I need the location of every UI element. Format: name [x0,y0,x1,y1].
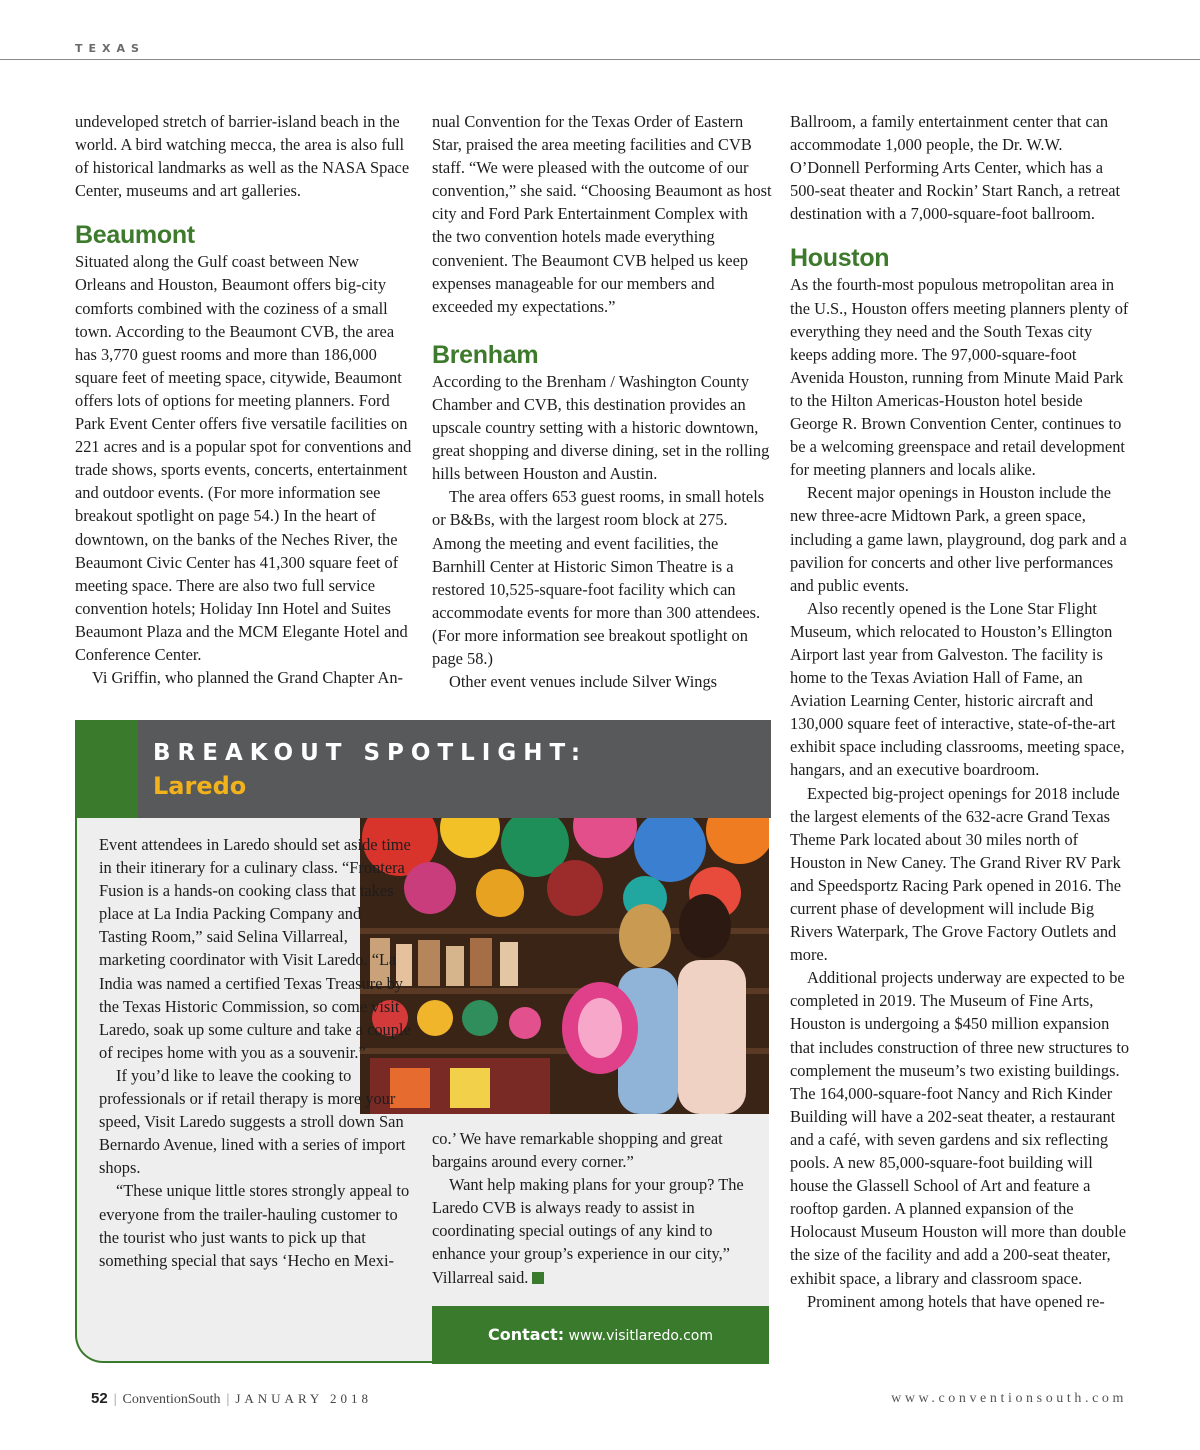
heading-houston: Houston [790,244,890,273]
footer-left [91,1390,372,1408]
contact-bar [432,1306,769,1364]
paragraph: undeveloped stretch of barrier-island beach in the world. A bird watching mecca, the area is also full of historical landmarks as well as the NASA Space Center, museums and art galleries. [75,112,410,201]
breakout-city: Laredo [153,772,247,800]
paragraph: Prominent among hotels that have opened re- [807,1291,1105,1311]
breakout-accent-block [75,720,138,818]
paragraph: co.’ We have remarkable shopping and great bargains around every corner.” [432,1129,723,1172]
breakout-title: BREAKOUT SPOTLIGHT: [153,740,588,766]
column-2 [432,110,772,693]
paragraph: Ballroom, a family entertainment center that can accommodate 1,000 people, the Dr. W.W. O’Donnell Performing Arts Center, which has a 500-seat theater and Rockin’ Start Ranch, a retreat destination with a 7,000-square-foot ballroom. [790,112,1121,224]
contact-label: Contact: [487,1325,565,1344]
footer-website: www.conventionsouth.com [891,1391,1127,1406]
issue-date: JANUARY 2018 [235,1391,373,1406]
paragraph: Event attendees in Laredo should set aside time in their itinerary for a culinary class. “Frontera Fusion is a hands-on cooking class that takes place at La India Packing Company and Tasting Room,” said Selina Villarreal, marketing coordinator with Visit Laredo. “La India was named a certified Texas Treasure by the Texas Historic Commission, so come visit Laredo, soak up some culture and take a couple of recipes home with you as a souvenir.” [99,835,411,1062]
column-1 [75,110,413,689]
paragraph: Situated along the Gulf coast between New Orleans and Houston, Beaumont offers big-city comforts combined with the coziness of a small town. According to the Beaumont CVB, the area has 3,770 guest rooms and more than 186,000 square feet of meeting space, citywide, Beaumont offers lots of options for meeting planners. Ford Park Event Center offers five versatile facilities on 221 acres and is a popular spot for conventions and trade shows, sports events, concerts, entertainment and outdoor events. (For more information see breakout spotlight on page 54.) In the heart of downtown, on the banks of the Neches River, the Beaumont Civic Center has 41,300 square feet of meeting space. There are also two full service convention hotels; Holiday Inn Hotel and Suites Beaumont Plaza and the MCM Elegante Hotel and Conference Center. [75,252,412,664]
section-tag: TEXAS [75,42,145,55]
footer-separator: | [226,1392,230,1407]
paragraph: Other event venues include Silver Wings [449,672,718,692]
paragraph: As the fourth-most populous metropolitan area in the U.S., Houston offers meeting planners plenty of everything they need and the South Texas city keeps adding more. The 97,000-square-foot Avenida Houston, running from Minute Maid Park to the Hilton Americas-Houston hotel beside George R. Brown Convention Center, continues to be a welcoming greenspace and retail development for meeting planners and locals alike. [790,275,1129,480]
end-mark-icon [532,1272,544,1284]
paragraph: If you’d like to leave the cooking to professionals or if retail therapy is more your speed, Visit Laredo suggests a stroll down San Bernardo Avenue, lined with a series of import shops. [99,1065,406,1178]
header-rule [0,59,1200,60]
paragraph: Also recently opened is the Lone Star Flight Museum, which relocated to Houston’s Ellington Airport last year from Galveston. The facility is home to the Texas Aviation Hall of Fame, an Aviation Learning Center, historic aircraft and 130,000 square feet of interactive, state-of-the-art exhibit space including classrooms, meeting space, hangars, and an executive boardroom. [790,598,1125,780]
closing-text: Want help making plans for your group? The Laredo CVB is always ready to assist in coordinating special outings of any kind to enhance your group’s experience in our city,” Villarreal said. [432,1175,744,1287]
paragraph: Vi Griffin, who planned the Grand Chapter An- [92,668,403,688]
page-number: 52 [91,1390,108,1407]
heading-brenham: Brenham [432,340,539,369]
paragraph: “These unique little stores strongly appeal to everyone from the trailer-hauling customer to the tourist who just wants to pick up that something special that says ‘Hecho en Mexi- [99,1181,410,1270]
paragraph: Expected big-project openings for 2018 include the largest elements of the 632-acre Grand Texas Theme Park located about 30 miles north of Houston in New Caney. The Grand River RV Park and Speedsportz Racing Park opened in 2016. The current phase of development will include Big Rivers Waterpark, The Grove Factory Outlets and more. [790,783,1122,965]
breakout-header [75,720,771,818]
laredo-shop-photo [360,818,769,1114]
contact-url-link[interactable]: www.visitlaredo.com [568,1328,713,1344]
footer-separator: | [113,1392,117,1407]
breakout-column-right [432,1127,748,1289]
paragraph: The area offers 653 guest rooms, in small hotels or B&Bs, with the largest room block at 275. Among the meeting and event facilities, the Barnhill Center at Historic Simon Theatre is a restored 10,525-square-foot facility which can accommodate events for more than 300 attendees. (For more information see breakout spotlight on page 58.) [432,487,765,668]
paragraph: nual Convention for the Texas Order of Eastern Star, praised the area meeting facilities and CVB staff. “We were pleased with the outcome of our convention,” she said. “Choosing Beaumont as host city and Ford Park Entertainment Complex with the two convention hotels made everything convenient. The Beaumont CVB helped us keep expenses manageable for our members and exceeded my expectations.” [432,112,772,316]
paragraph: Additional projects underway are expected to be completed in 2019. The Museum of Fine Arts, Houston is undergoing a $450 million expansion that includes construction of three new structures to complement the museum’s two existing buildings. The 164,000-square-foot Nancy and Rich Kinder Building will have a 202-seat theater, a restaurant and a café, with seven gardens and six reflecting pools. A new 85,000-square-foot building will house the Glassell School of Art and feature a rooftop garden. A planned expansion of the Holocaust Museum Houston will more than double the size of the facility and add a 200-seat theater, exhibit space, a library and classroom space. [790,968,1130,1288]
paragraph: According to the Brenham / Washington County Chamber and CVB, this destination provides an upscale country setting with a historic downtown, great shopping and diverse dining, set in the rolling hills between Houston and Austin. [432,371,770,484]
column-3 [790,110,1130,1313]
paragraph: Recent major openings in Houston include the new three-acre Midtown Park, a green space, including a game lawn, playground, dog park and a pavilion for concerts and other live performances and public events. [790,483,1127,595]
publication-name: ConventionSouth [122,1392,221,1407]
breakout-column-left [99,833,411,1272]
paragraph [432,1173,748,1288]
heading-beaumont: Beaumont [75,221,195,250]
